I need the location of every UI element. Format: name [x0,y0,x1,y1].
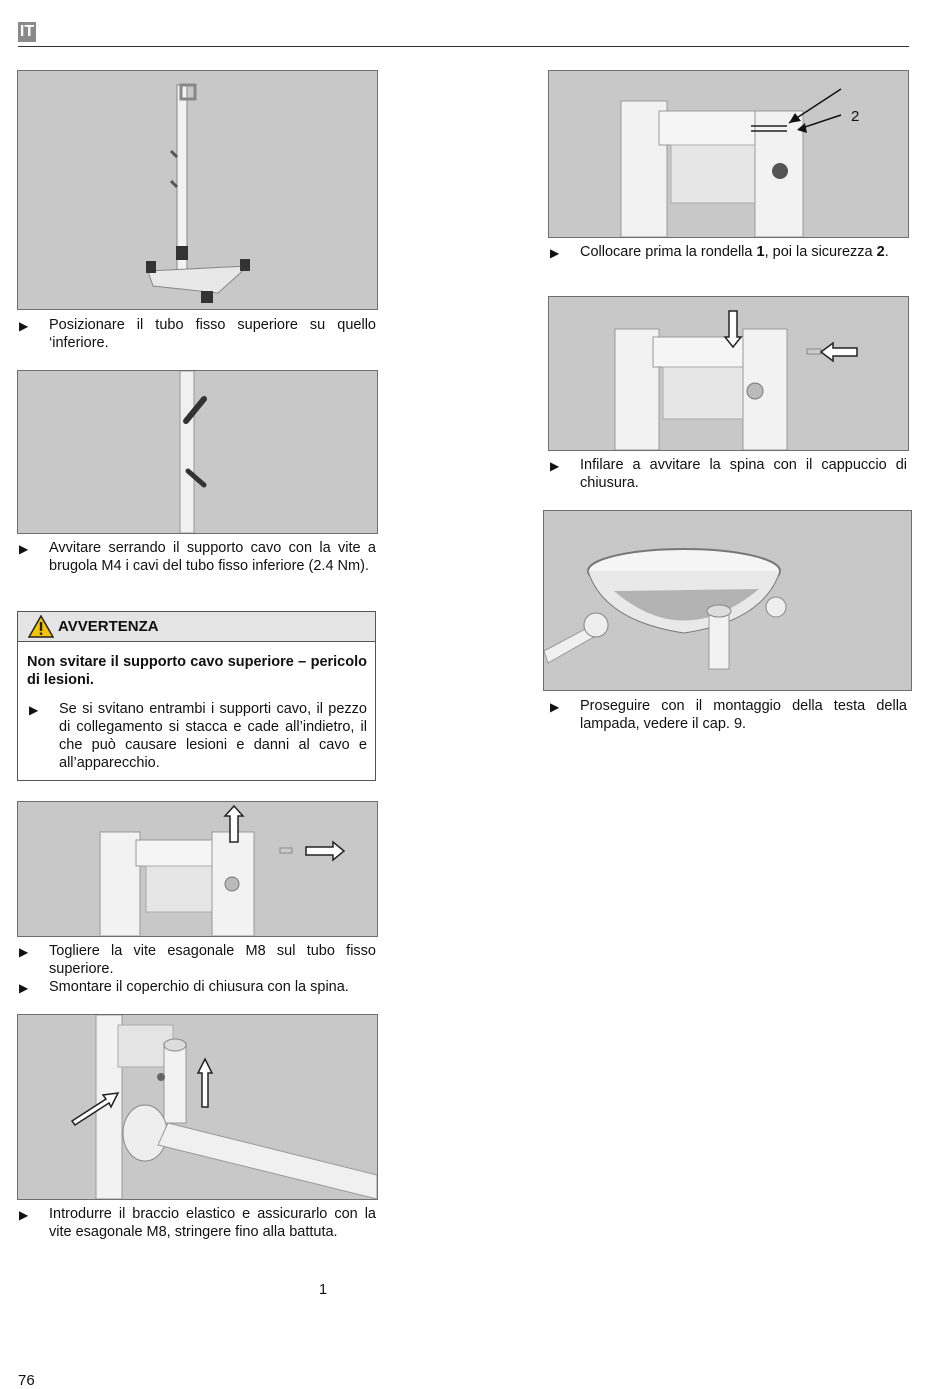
figure-insert-pin [548,296,909,451]
bullet-icon: ▶ [19,1208,29,1222]
step-remove-hex-screw: ▶ Togliere la vite esagonale M8 sul tubo fisso superiore. [19,943,376,977]
figure-insert-arm [17,1014,378,1200]
step-remove-cover: ▶ Smontare il coperchio di chiusura con la spina. [19,979,349,995]
cable-holder-illustration [18,371,377,533]
insert-arm-illustration [18,1015,377,1199]
figure-marker-1: 1 [319,1282,328,1298]
figure-floor-stand [17,70,378,310]
bullet-icon: ▶ [29,703,39,717]
warning-box [17,611,376,781]
remove-screw-illustration [18,802,377,936]
step-screw-pin: ▶ Infilare a avvitare la spina con il cappuccio di chiusura. [550,457,907,491]
warning-title: AVVERTENZA [58,618,159,635]
header-rule [18,46,909,47]
step-place-washer: ▶ Collocare prima la rondella 1, poi la sicurezza 2. [550,244,889,260]
warning-header [18,612,375,642]
figure-washer-lock [548,70,909,238]
step-continue-lamp-head: ▶ Proseguire con il montaggio della testa della lampada, vedere il cap. 9. [550,698,907,732]
bullet-icon: ▶ [19,319,29,333]
bullet-icon: ▶ [550,700,560,714]
warning-lead: Non svitare il supporto cavo superiore – pericolo di lesioni. [27,654,367,688]
bullet-icon: ▶ [19,981,29,995]
bullet-icon: ▶ [19,945,29,959]
bullet-icon: ▶ [19,542,29,556]
figure-lamp-head [543,510,912,691]
callout-label-2: 2 [851,108,860,125]
step-insert-spring-arm: ▶ Introdurre il braccio elastico e assicurarlo con la vite esagonale M8, stringere fino alla battuta. [19,1206,376,1240]
insert-pin-illustration [549,297,908,450]
warning-detail: ▶ Se si svitano entrambi i supporti cavo, il pezzo di collegamento si stacca e cade all’indietro, il che può causare lesioni e danni al cavo e all’apparecchio. [29,701,367,771]
bullet-icon: ▶ [550,246,560,260]
figure-cable-holder [17,370,378,534]
language-badge: IT [19,23,35,40]
step-tighten-cable-holder: ▶ Avvitare serrando il supporto cavo con la vite a brugola M4 i cavi del tubo fisso inferiore (2.4 Nm). [19,540,376,574]
figure-remove-screw [17,801,378,937]
page-number: 76 [18,1372,35,1389]
warning-triangle-icon [28,615,54,638]
lamp-head-illustration [544,511,911,690]
bullet-icon: ▶ [550,459,560,473]
floor-stand-illustration [18,71,377,309]
step-position-upper-tube: ▶ Posizionare il tubo fisso superiore su quello ‘inferiore. [19,317,376,351]
washer-lock-illustration [549,71,908,237]
